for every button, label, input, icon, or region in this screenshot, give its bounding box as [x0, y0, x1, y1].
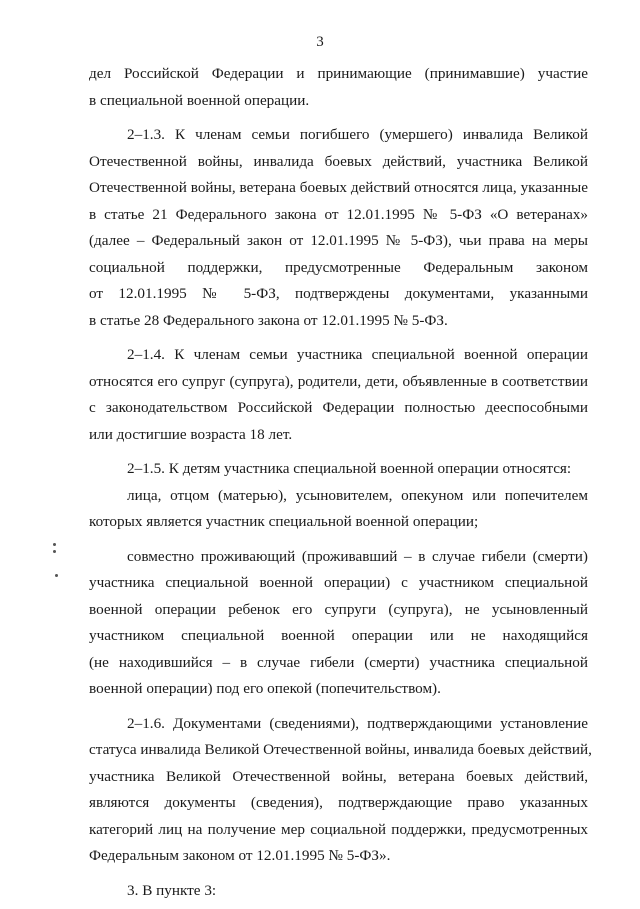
text-line: 2–1.4. К членам семьи участника специальной военной операции: [127, 346, 588, 363]
document-body: [89, 61, 592, 904]
paragraph-2-1-4: [89, 342, 588, 448]
text-line: Федеральным законом от 12.01.1995 № 5-ФЗ».: [89, 847, 391, 864]
paragraph-children-list-item-2: [89, 544, 588, 703]
paragraph-2-1-5: [89, 456, 588, 483]
text-line: участника специальной военной операции) с участником специальной: [89, 574, 588, 591]
paragraph-continuation: [89, 61, 588, 114]
scan-speck: [55, 574, 58, 577]
paragraph-children-list-item-1: [89, 483, 588, 536]
text-line: 2–1.5. К детям участника специальной военной операции относятся:: [127, 460, 572, 477]
text-line: (далее – Федеральный закон от 12.01.1995 № 5-ФЗ), чьи права на меры: [89, 232, 588, 249]
text-line: лица, отцом (матерью), усыновителем, опекуном или попечителем: [127, 486, 588, 504]
text-line: участником специальной военной операции или не находящийся: [89, 627, 588, 644]
text-line: 3. В пункте 3:: [127, 881, 217, 899]
text-line: социальной поддержки, предусмотренные Федеральным законом: [89, 258, 588, 276]
text-line: с законодательством Российской Федерации полностью дееспособными: [89, 399, 588, 416]
paragraph-item-3: [89, 878, 588, 905]
text-line: (не находившийся – в случае гибели (смерти) участника специальной: [89, 653, 588, 671]
text-line: дел Российской Федерации и принимающие (принимавшие) участие: [89, 65, 588, 82]
text-line: Отечественной войны, инвалида боевых действий, участника Великой: [89, 152, 588, 170]
text-line: являются документы (сведения), подтверждающие право указанных: [89, 794, 588, 811]
text-line: категорий лиц на получение мер социальной поддержки, предусмотренных: [89, 820, 588, 838]
text-line: военной операции ребенок его супруги (супруга), не усыновленный: [89, 600, 588, 618]
paragraph-2-1-3: [89, 122, 588, 334]
text-line: совместно проживающий (проживавший – в случае гибели (смерти): [127, 547, 588, 565]
scan-speck: [53, 543, 56, 546]
text-line: участника Великой Отечественной войны, ветерана боевых действий,: [89, 767, 588, 785]
text-line: или достигшие возраста 18 лет.: [89, 425, 293, 443]
text-line: которых является участник специальной военной операции;: [89, 513, 479, 530]
text-line: в специальной военной операции.: [89, 91, 310, 109]
text-line: в статье 21 Федерального закона от 12.01.1995 № 5-ФЗ «О ветеранах»: [89, 205, 588, 223]
text-line: 2–1.6. Документами (сведениями), подтверждающими установление: [127, 714, 588, 732]
text-line: от 12.01.1995 № 5-ФЗ, подтверждены документами, указанными: [89, 285, 588, 302]
text-line: военной операции) под его опекой (попечительством).: [89, 680, 441, 697]
text-line: статуса инвалида Великой Отечественной войны, инвалида боевых действий,: [89, 741, 592, 758]
scan-speck: [53, 550, 56, 553]
text-line: 2–1.3. К членам семьи погибшего (умершего) инвалида Великой: [127, 126, 588, 143]
paragraph-2-1-6: [89, 711, 592, 870]
text-line: в статье 28 Федерального закона от 12.01.1995 № 5-ФЗ.: [89, 311, 448, 329]
page-number: 3: [316, 34, 324, 50]
text-line: относятся его супруг (супруга), родители, дети, объявленные в соответствии: [89, 372, 588, 390]
text-line: Отечественной войны, ветерана боевых действий относятся лица, указанные: [89, 179, 588, 196]
